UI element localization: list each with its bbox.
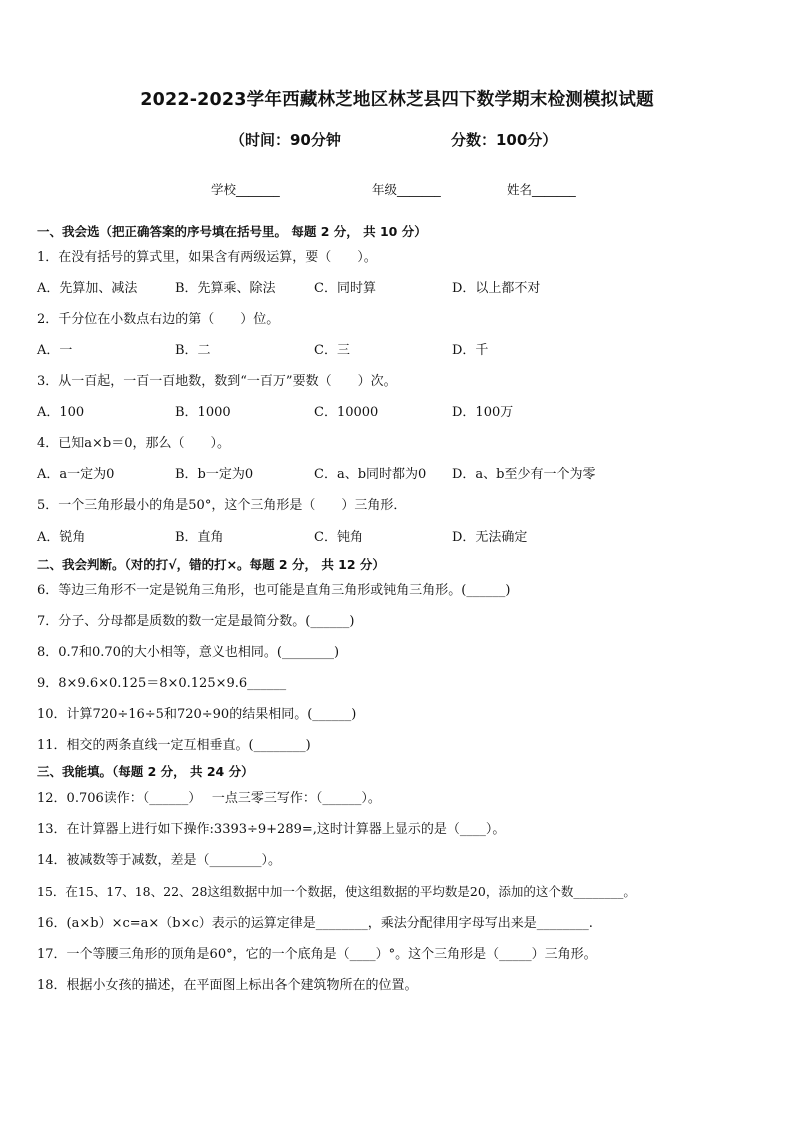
section-heading-1: 一、我会选（把正确答案的序号填在括号里。 每题 2 分， 共 10 分） (37, 224, 427, 239)
option-1d: D．以上都不对 (452, 281, 541, 296)
option-2b: B．二 (175, 343, 211, 358)
question-3: 3．从一百起，一百一百地数，数到“一百万”要数（ ）次。 (37, 374, 397, 389)
option-3a: A．100 (37, 405, 85, 420)
section-heading-2: 二、我会判断。（对的打√，错的打×。每题 2 分， 共 12 分） (37, 557, 385, 572)
question-4: 4．已知a×b＝0，那么（ ）。 (37, 436, 231, 451)
option-4d: D．a、b至少有一个为零 (452, 467, 596, 482)
question-17: 17．一个等腰三角形的顶角是60°，它的一个底角是（____）°。这个三角形是（_____）三角形。 (37, 947, 597, 962)
option-3c: C．10000 (314, 405, 379, 420)
question-13: 13．在计算器上进行如下操作:3393÷9+289=,这时计算器上显示的是（____）。 (37, 822, 506, 837)
exam-score: 分数：100分） (451, 131, 558, 149)
exam-time: （时间：90分钟 (230, 131, 341, 149)
student-info (0, 180, 794, 200)
question-2: 2．千分位在小数点右边的第（ ）位。 (37, 312, 280, 327)
option-4c: C．a、b同时都为0 (314, 467, 427, 482)
school-field: 学校_______ (211, 182, 280, 197)
option-1a: A．先算加、减法 (37, 281, 138, 296)
option-1b: B．先算乘、除法 (175, 281, 276, 296)
option-2d: D．千 (452, 343, 489, 358)
name-field: 姓名_______ (507, 182, 576, 197)
question-16: 16．(a×b）×c=a×（b×c）表示的运算定律是________，乘法分配律用字母写出来是________. (37, 916, 593, 931)
grade-field: 年级_______ (372, 182, 441, 197)
exam-title: 2022-2023学年西藏林芝地区林芝县四下数学期末检测模拟试题 (140, 90, 654, 110)
question-11: 11．相交的两条直线一定互相垂直。(________) (37, 738, 311, 753)
question-1: 1．在没有括号的算式里，如果含有两级运算，要（ ）。 (37, 250, 377, 265)
option-5d: D．无法确定 (452, 530, 528, 545)
option-5a: A．锐角 (37, 530, 86, 545)
question-18: 18．根据小女孩的描述，在平面图上标出各个建筑物所在的位置。 (37, 978, 418, 993)
option-3d: D．100万 (452, 405, 514, 420)
option-1c: C．同时算 (314, 281, 376, 296)
section-heading-3: 三、我能填。（每题 2 分， 共 24 分） (37, 764, 254, 779)
question-8: 8．0.7和0.70的大小相等，意义也相同。(________) (37, 645, 340, 660)
option-5c: C．钝角 (314, 530, 363, 545)
option-4a: A．a一定为0 (37, 467, 115, 482)
question-14: 14．被减数等于减数，差是（________）。 (37, 853, 282, 868)
option-3b: B．1000 (175, 405, 231, 420)
option-5b: B．直角 (175, 530, 224, 545)
question-7: 7．分子、分母都是质数的数一定是最简分数。(______) (37, 614, 355, 629)
question-12: 12．0.706读作：（______） 一点三零三写作：（______）。 (37, 791, 381, 806)
option-2a: A．一 (37, 343, 73, 358)
question-9: 9．8×9.6×0.125＝8×0.125×9.6______ (37, 676, 287, 691)
question-6: 6．等边三角形不一定是锐角三角形，也可能是直角三角形或钝角三角形。(______) (37, 583, 511, 598)
option-2c: C．三 (314, 343, 350, 358)
question-10: 10．计算720÷16÷5和720÷90的结果相同。(______) (37, 707, 357, 722)
question-15: 15．在15、17、18、22、28这组数据中加一个数据，使这组数据的平均数是20，添加的这个数________。 (37, 884, 636, 899)
question-5: 5．一个三角形最小的角是50°，这个三角形是（ ）三角形． (37, 498, 407, 513)
exam-subtitle (0, 129, 794, 151)
option-4b: B．b一定为0 (175, 467, 254, 482)
